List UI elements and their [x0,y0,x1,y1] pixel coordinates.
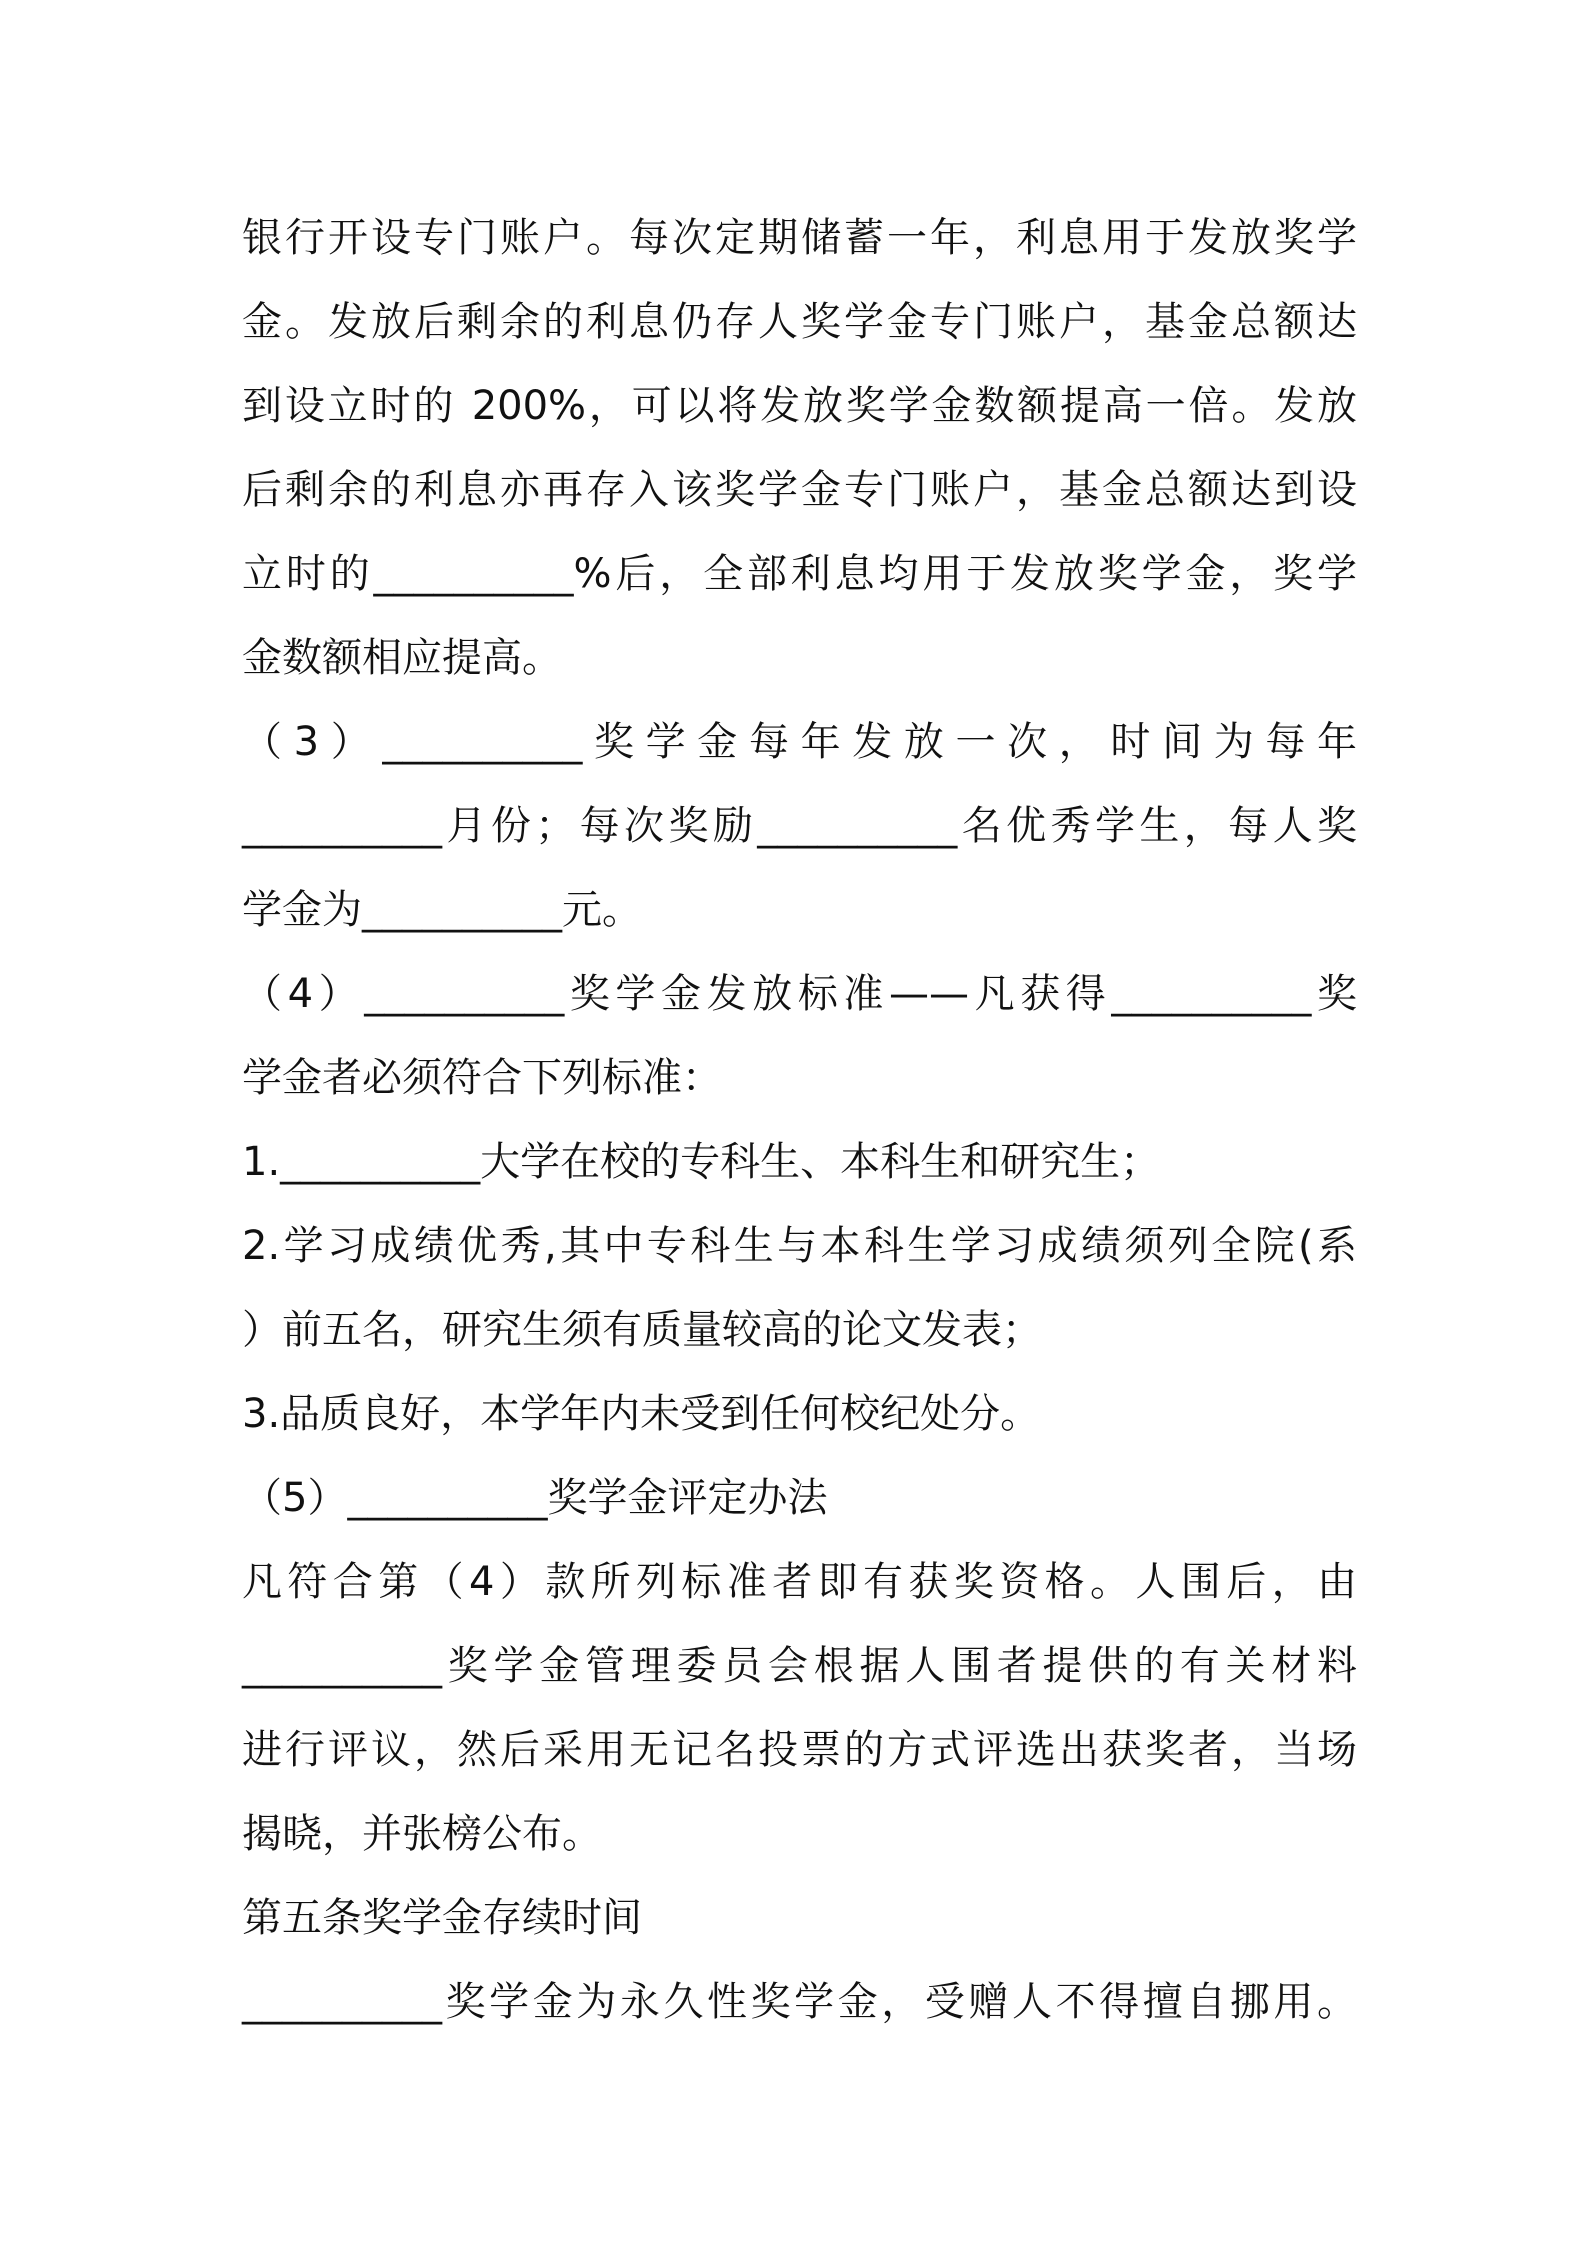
text-line: 2.学习成绩优秀,其中专科生与本科生学习成绩须列全院(系 [242,1223,1357,1269]
text-line: 1.__________大学在校的专科生、本科生和研究生； [242,1139,1161,1185]
document-body [242,196,1357,2044]
text-line: __________月份；每次奖励__________名优秀学生，每人奖 [242,803,1357,849]
text-line: 3.品质良好，本学年内未受到任何校纪处分。 [242,1391,1041,1437]
text-line: 揭晓，并张榜公布。 [242,1811,602,1857]
text-line: 银行开设专门账户。每次定期储蓄一年，利息用于发放奖学 [242,215,1357,261]
text-line: 到设立时的 200%，可以将发放奖学金数额提高一倍。发放 [242,383,1357,429]
text-line: 凡符合第（4）款所列标准者即有获奖资格。人围后，由 [242,1559,1357,1605]
text-line: 学金者必须符合下列标准： [242,1055,722,1101]
text-line: __________奖学金为永久性奖学金，受赠人不得擅自挪用。 [242,1979,1357,2025]
text-line: 金数额相应提高。 [242,635,562,681]
text-line: 第五条奖学金存续时间 [242,1895,642,1941]
text-line: 进行评议，然后采用无记名投票的方式评选出获奖者，当场 [242,1727,1357,1773]
text-line: ）前五名，研究生须有质量较高的论文发表； [242,1307,1042,1353]
text-line: （5）__________奖学金评定办法 [242,1475,828,1521]
text-line: 立时的__________%后，全部利息均用于发放奖学金，奖学 [242,551,1357,597]
text-line: （4）__________奖学金发放标准——凡获得__________奖 [242,971,1357,1017]
text-line: （3）__________奖学金每年发放一次，时间为每年 [242,719,1357,765]
text-line: 学金为__________元。 [242,887,642,933]
text-line: 后剩余的利息亦再存入该奖学金专门账户，基金总额达到设 [242,467,1357,513]
text-line: __________奖学金管理委员会根据人围者提供的有关材料 [242,1643,1357,1689]
text-line: 金。发放后剩余的利息仍存人奖学金专门账户，基金总额达 [242,299,1357,345]
